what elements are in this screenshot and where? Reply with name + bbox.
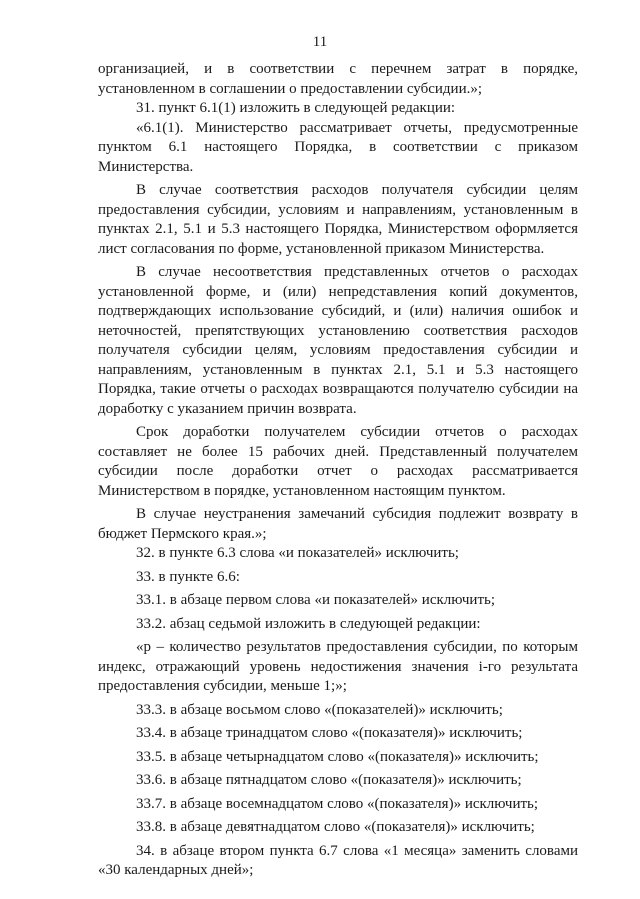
- paragraph: «6.1(1). Министерство рассматривает отчеты, предусмотренные пунктом 6.1 настоящего Порядка, в соответствии с приказом Министерства.: [98, 119, 578, 175]
- paragraph: В случае соответствия расходов получателя субсидии целям предоставления субсидии, условиям и направлениям, установленным в пунктах 2.1, 5.1 и 5.3 настоящего Порядка, Министерством оформляется лист согласования по форме, установленной приказом Министерства.: [98, 182, 578, 257]
- paragraph: 33. в пункте 6.6:: [136, 568, 240, 585]
- paragraph: 33.2. абзац седьмой изложить в следующей редакции:: [136, 615, 481, 632]
- paragraph: Срок доработки получателем субсидии отчетов о расходах составляет не более 15 рабочих дней. Представленный получателем субсидии после доработки отчет о расходах рассматривается Министерством в порядке, установленном настоящим пунктом.: [98, 424, 578, 499]
- paragraph: В случае неустранения замечаний субсидия подлежит возврату в бюджет Пермского края.»;: [98, 506, 578, 542]
- paragraph: 33.4. в абзаце тринадцатом слово «(показателя)» исключить;: [136, 725, 523, 741]
- paragraph: 33.3. в абзаце восьмом слово «(показателей)» исключить;: [136, 701, 503, 718]
- paragraph: 34. в абзаце втором пункта 6.7 слова «1 месяца» заменить словами «30 календарных дней»;: [98, 842, 578, 878]
- page-number: 11: [312, 34, 328, 50]
- paragraph: 32. в пункте 6.3 слова «и показателей» исключить;: [136, 545, 459, 561]
- paragraph: организацией, и в соответствии с перечнем затрат в порядке, установленном в соглашении о предоставлении субсидии.»;: [98, 61, 578, 97]
- paragraph: В случае несоответствия представленных отчетов о расходах установленной форме, и (или) непредставления копий документов, подтверждающих использование субсидий, и (или) наличия ошибок и неточностей, препятствующих установлению соответствия расходов получателя субсидии целям, условиям предоставления субсидии и направлениям, установленным в пунктах 2.1, 5.1 и 5.3 настоящего Порядка, такие отчеты о расходах возвращаются получателю субсидии на доработку с указанием причин возврата.: [98, 264, 578, 417]
- paragraph: 33.6. в абзаце пятнадцатом слово «(показателя)» исключить;: [136, 772, 522, 788]
- paragraph: 33.8. в абзаце девятнадцатом слово «(показателя)» исключить;: [136, 819, 535, 835]
- paragraph: 33.7. в абзаце восемнадцатом слово «(показателя)» исключить;: [136, 795, 539, 812]
- paragraph: 33.1. в абзаце первом слова «и показателей» исключить;: [136, 592, 496, 608]
- paragraph: 31. пункт 6.1(1) изложить в следующей редакции:: [136, 100, 456, 116]
- paragraph: 33.5. в абзаце четырнадцатом слово «(показателя)» исключить;: [136, 748, 539, 765]
- document-body: [98, 60, 578, 881]
- paragraph: «р – количество результатов предоставления субсидии, по которым индекс, отражающий уровень недостижения значения i-го результата предоставления субсидии, меньше 1;»;: [98, 639, 578, 694]
